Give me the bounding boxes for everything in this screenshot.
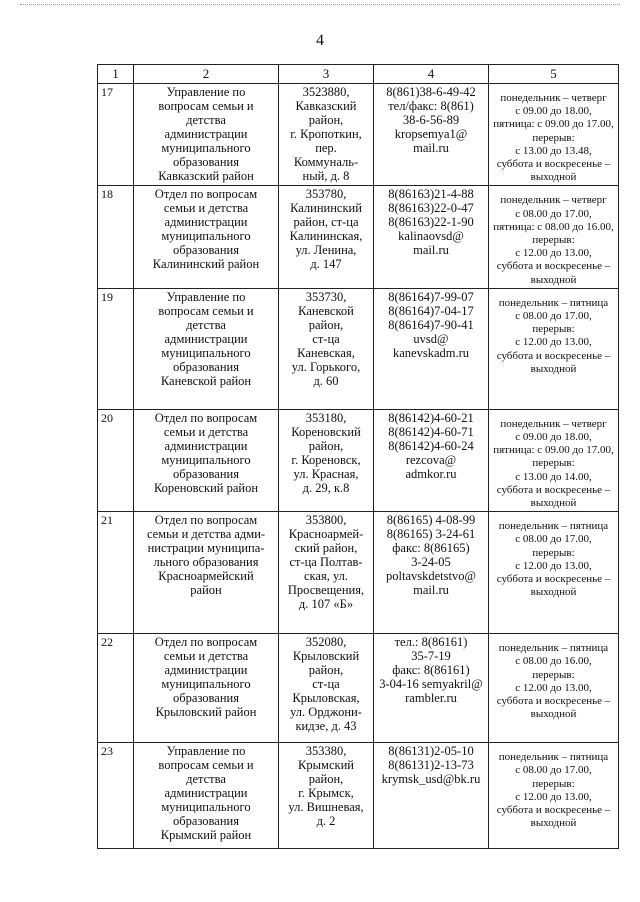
address-cell <box>279 288 374 409</box>
address-line: д. 2 <box>316 814 336 829</box>
address-line: кидзе, д. 43 <box>295 719 357 734</box>
address-cell <box>279 634 374 743</box>
org-name-line: образования <box>173 466 239 481</box>
org-name-line: детства <box>186 772 226 787</box>
org-name-line: администрации <box>164 331 248 346</box>
hours-line: понедельник – пятница <box>498 296 609 309</box>
address-cell <box>279 186 374 288</box>
contact-cell <box>374 512 489 634</box>
hours-cell <box>489 634 619 743</box>
contact-line: тел/факс: 8(861) <box>388 99 474 113</box>
hours-line: с 12.00 до 13.00, <box>515 247 592 260</box>
hours-line: выходной <box>530 171 577 184</box>
contact-line: 8(86142)4-60-24 <box>388 438 474 453</box>
contact-line: mail.ru <box>413 583 449 598</box>
address-line: 353180, <box>305 410 347 425</box>
org-name-line: муниципального <box>161 452 251 467</box>
hours-line: суббота и воскресенье – <box>496 349 611 362</box>
contact-cell <box>374 288 489 409</box>
table-row <box>98 743 619 849</box>
address-line: Кавказский <box>295 99 357 113</box>
hours-line: перерыв: <box>532 457 575 470</box>
org-name-cell <box>134 743 279 849</box>
address-line: ская, ул. <box>303 569 349 584</box>
table-row <box>98 409 619 511</box>
contact-line: 8(86163)21-4-88 <box>388 187 474 202</box>
row-number: 17 <box>98 84 134 186</box>
hours-line: выходной <box>530 586 577 599</box>
address-line: ст-ца <box>312 331 340 346</box>
table-body <box>98 84 619 849</box>
hours-line: суббота и воскресенье – <box>496 158 611 171</box>
hours-line: суббота и воскресенье – <box>496 573 611 586</box>
org-name-line: администрации <box>164 786 248 801</box>
org-name-line: Управление по <box>166 744 246 759</box>
contact-line: krymsk_usd@bk.ru <box>381 772 481 787</box>
org-name-cell <box>134 288 279 409</box>
org-name-line: образования <box>173 243 239 258</box>
org-name-line: нистрации муниципа- <box>147 541 265 556</box>
header-cell-5: 5 <box>489 65 619 84</box>
hours-line: выходной <box>530 708 577 721</box>
hours-line: перерыв: <box>532 131 575 144</box>
address-line: д. 147 <box>310 257 342 272</box>
contact-line: тел.: 8(86161) <box>394 635 468 650</box>
address-line: ст-ца Полтав- <box>289 555 363 570</box>
hours-line: понедельник – пятница <box>498 642 609 655</box>
contact-line: 8(86165) 4-08-99 <box>386 513 476 528</box>
address-line: ул. Вишневая, <box>288 800 364 815</box>
scan-top-edge <box>20 4 620 5</box>
org-name-cell <box>134 186 279 288</box>
address-line: Кореновский <box>291 424 361 439</box>
hours-line: понедельник – пятница <box>498 520 609 533</box>
hours-line: с 12.00 до 13.00, <box>515 336 592 349</box>
hours-line: с 12.00 до 13.00, <box>515 681 592 694</box>
org-name-line: администрации <box>164 438 248 453</box>
hours-line: с 13.00 до 13.48, <box>515 144 592 157</box>
row-number: 20 <box>98 409 134 511</box>
contact-line: 8(86131)2-05-10 <box>388 744 474 759</box>
org-name-line: администрации <box>164 215 248 230</box>
table-row <box>98 512 619 634</box>
hours-line: понедельник – четверг <box>500 194 607 207</box>
address-line: Крымский <box>298 758 354 773</box>
contact-line: 3-04-16 semyakril@ <box>379 677 483 692</box>
page-number: 4 <box>316 32 324 49</box>
contact-line: mail.ru <box>413 141 449 155</box>
hours-line: суббота и воскресенье – <box>496 483 611 496</box>
contact-line: 8(86164)7-90-41 <box>388 317 474 332</box>
hours-line: перерыв: <box>532 668 575 681</box>
org-name-line: Управление по <box>166 289 246 304</box>
org-name-line: детства <box>186 317 226 332</box>
org-name-line: Отдел по вопросам <box>154 410 258 425</box>
org-name-line: Отдел по вопросам <box>154 513 258 528</box>
hours-line: пятница: с 09.00 до 17.00, <box>493 444 614 457</box>
contact-line: 8(86142)4-60-71 <box>388 424 474 439</box>
address-line: ул. Орджони- <box>290 705 362 720</box>
address-line: район, <box>308 772 344 787</box>
address-line: 353800, <box>305 513 347 528</box>
hours-line: с 09.00 до 18.00, <box>515 105 592 118</box>
table-row <box>98 288 619 409</box>
contact-line: 35-7-19 <box>411 649 451 664</box>
address-line: район, <box>308 438 344 453</box>
address-line: д. 29, к.8 <box>302 480 350 495</box>
contact-line: uvsd@ <box>413 331 449 346</box>
org-name-line: образования <box>173 814 239 829</box>
contact-line: 3-24-05 <box>411 555 451 570</box>
hours-line: понедельник – четверг <box>500 92 607 104</box>
hours-line: с 13.00 до 14.00, <box>515 470 592 483</box>
hours-line: выходной <box>530 273 577 286</box>
org-name-line: Крымский район <box>160 828 252 843</box>
address-line: Калининская, <box>289 229 363 244</box>
hours-line: перерыв: <box>532 323 575 336</box>
hours-line: с 12.00 до 13.00, <box>515 559 592 572</box>
org-name-line: муниципального <box>161 800 251 815</box>
org-name-line: семьи и детства адми- <box>146 527 266 542</box>
contact-line: 8(86164)7-04-17 <box>388 303 474 318</box>
address-line: 353780, <box>305 187 347 202</box>
contact-cell <box>374 186 489 288</box>
contact-line: 38-6-56-89 <box>402 113 460 127</box>
hours-line: пятница: с 08.00 до 16.00, <box>493 220 614 233</box>
hours-line: с 08.00 до 17.00, <box>515 310 592 323</box>
org-name-line: муниципального <box>161 677 251 692</box>
departments-table <box>97 64 619 849</box>
org-name-line: Отдел по вопросам <box>154 635 258 650</box>
header-cell-2: 2 <box>134 65 279 84</box>
org-name-line: Каневской район <box>160 373 252 388</box>
org-name-line: Кореновский район <box>153 480 259 495</box>
org-name-cell <box>134 634 279 743</box>
address-line: Красноармей- <box>288 527 364 542</box>
hours-cell <box>489 512 619 634</box>
row-number: 23 <box>98 743 134 849</box>
hours-cell <box>489 84 619 186</box>
org-name-cell <box>134 84 279 186</box>
hours-line: суббота и воскресенье – <box>496 804 611 817</box>
hours-line: с 08.00 до 17.00, <box>515 533 592 546</box>
address-cell <box>279 84 374 186</box>
address-line: д. 107 «Б» <box>298 597 354 612</box>
address-line: Коммуналь- <box>293 155 359 169</box>
org-name-line: Управление по <box>166 85 246 99</box>
contact-cell <box>374 743 489 849</box>
contact-line: 8(86163)22-1-90 <box>388 215 474 230</box>
hours-line: суббота и воскресенье – <box>496 695 611 708</box>
header-cell-3: 3 <box>279 65 374 84</box>
contact-line: 8(861)38-6-49-42 <box>386 85 476 99</box>
hours-line: выходной <box>530 817 577 830</box>
contact-line: kanevskadm.ru <box>392 345 470 360</box>
address-line: Просвещения, <box>287 583 365 598</box>
org-name-line: Отдел по вопросам <box>154 187 258 202</box>
org-name-line: семьи и детства <box>163 649 249 664</box>
address-line: пер. <box>315 141 337 155</box>
contact-cell <box>374 84 489 186</box>
org-name-line: муниципального <box>161 345 251 360</box>
hours-line: понедельник – пятница <box>498 751 609 764</box>
org-name-line: Кавказский район <box>158 169 254 183</box>
address-line: ул. Горького, <box>291 359 361 374</box>
contact-line: 8(86165) 3-24-61 <box>386 527 476 542</box>
address-line: Крыловская, <box>292 691 360 706</box>
org-name-line: семьи и детства <box>163 201 249 216</box>
hours-line: с 08.00 до 17.00, <box>515 207 592 220</box>
hours-line: пятница: с 09.00 до 17.00, <box>493 118 614 131</box>
org-name-line: Красноармейский <box>158 569 254 584</box>
contact-line: факс: 8(86161) <box>392 663 470 678</box>
org-name-line: вопросам семьи и <box>158 758 254 773</box>
table-row <box>98 186 619 288</box>
hours-line: суббота и воскресенье – <box>496 260 611 273</box>
org-name-line: вопросам семьи и <box>158 99 254 113</box>
org-name-line: образования <box>173 155 239 169</box>
address-line: 353380, <box>305 744 347 759</box>
address-cell <box>279 743 374 849</box>
address-line: г. Кропоткин, <box>290 127 362 141</box>
org-name-cell <box>134 409 279 511</box>
contact-line: rezcova@ <box>405 452 457 467</box>
hours-line: перерыв: <box>532 777 575 790</box>
hours-line: перерыв: <box>532 546 575 559</box>
hours-line: с 08.00 до 16.00, <box>515 655 592 668</box>
address-line: 3523880, <box>302 85 350 99</box>
address-line: район, <box>308 317 344 332</box>
org-name-line: вопросам семьи и <box>158 303 254 318</box>
org-name-line: детства <box>186 113 226 127</box>
header-cell-4: 4 <box>374 65 489 84</box>
table-header-row <box>98 65 619 84</box>
hours-line: с 12.00 до 13.00, <box>515 790 592 803</box>
hours-line: с 09.00 до 18.00, <box>515 431 592 444</box>
org-name-line: район <box>190 583 222 598</box>
hours-cell <box>489 743 619 849</box>
address-line: Каневская, <box>297 345 355 360</box>
table-row <box>98 634 619 743</box>
contact-line: 8(86131)2-13-73 <box>388 758 474 773</box>
org-name-line: муниципального <box>161 141 251 155</box>
hours-line: перерыв: <box>532 234 575 247</box>
org-name-line: льного образования <box>153 555 259 570</box>
address-line: район, ст-ца <box>293 215 359 230</box>
org-name-line: муниципального <box>161 229 251 244</box>
address-cell <box>279 512 374 634</box>
org-name-line: образования <box>173 359 239 374</box>
row-number: 21 <box>98 512 134 634</box>
address-line: ский район, <box>294 541 358 556</box>
hours-line: выходной <box>530 497 577 510</box>
hours-line: выходной <box>530 362 577 375</box>
contact-line: rambler.ru <box>405 691 457 706</box>
org-name-cell <box>134 512 279 634</box>
header-cell-1: 1 <box>98 65 134 84</box>
hours-cell <box>489 288 619 409</box>
contact-line: 8(86163)22-0-47 <box>388 201 474 216</box>
address-cell <box>279 409 374 511</box>
address-line: Калининский <box>290 201 362 216</box>
hours-cell <box>489 186 619 288</box>
contact-line: 8(86164)7-99-07 <box>388 289 474 304</box>
org-name-line: Калининский район <box>152 257 260 272</box>
contact-line: kalinaovsd@ <box>398 229 464 244</box>
address-line: район, <box>308 663 344 678</box>
address-line: ул. Ленина, <box>295 243 357 258</box>
contact-line: 8(86142)4-60-21 <box>388 410 474 425</box>
hours-line: понедельник – четверг <box>500 417 607 430</box>
org-name-line: администрации <box>164 127 248 141</box>
address-line: 353730, <box>305 289 347 304</box>
address-line: г. Кореновск, <box>291 452 361 467</box>
contact-line: факс: 8(86165) <box>392 541 470 556</box>
org-name-line: семьи и детства <box>163 424 249 439</box>
row-number: 22 <box>98 634 134 743</box>
org-name-line: Крыловский район <box>155 705 257 720</box>
address-line: д. 60 <box>313 373 339 388</box>
address-line: Крыловский <box>292 649 360 664</box>
address-line: ный, д. 8 <box>302 169 350 183</box>
address-line: район, <box>308 113 344 127</box>
org-name-line: образования <box>173 691 239 706</box>
contact-line: kropsemya1@ <box>394 127 468 141</box>
table-row <box>98 84 619 186</box>
address-line: Каневской <box>298 303 354 318</box>
contact-line: mail.ru <box>413 243 449 258</box>
address-line: г. Крымск, <box>298 786 354 801</box>
contact-cell <box>374 409 489 511</box>
hours-line: с 08.00 до 17.00, <box>515 764 592 777</box>
address-line: ул. Красная, <box>293 466 359 481</box>
address-line: ст-ца <box>312 677 340 692</box>
row-number: 19 <box>98 288 134 409</box>
hours-cell <box>489 409 619 511</box>
row-number: 18 <box>98 186 134 288</box>
contact-cell <box>374 634 489 743</box>
contact-line: poltavskdetstvo@ <box>386 569 476 584</box>
address-line: 352080, <box>305 635 347 650</box>
contact-line: admkor.ru <box>405 466 457 481</box>
org-name-line: администрации <box>164 663 248 678</box>
